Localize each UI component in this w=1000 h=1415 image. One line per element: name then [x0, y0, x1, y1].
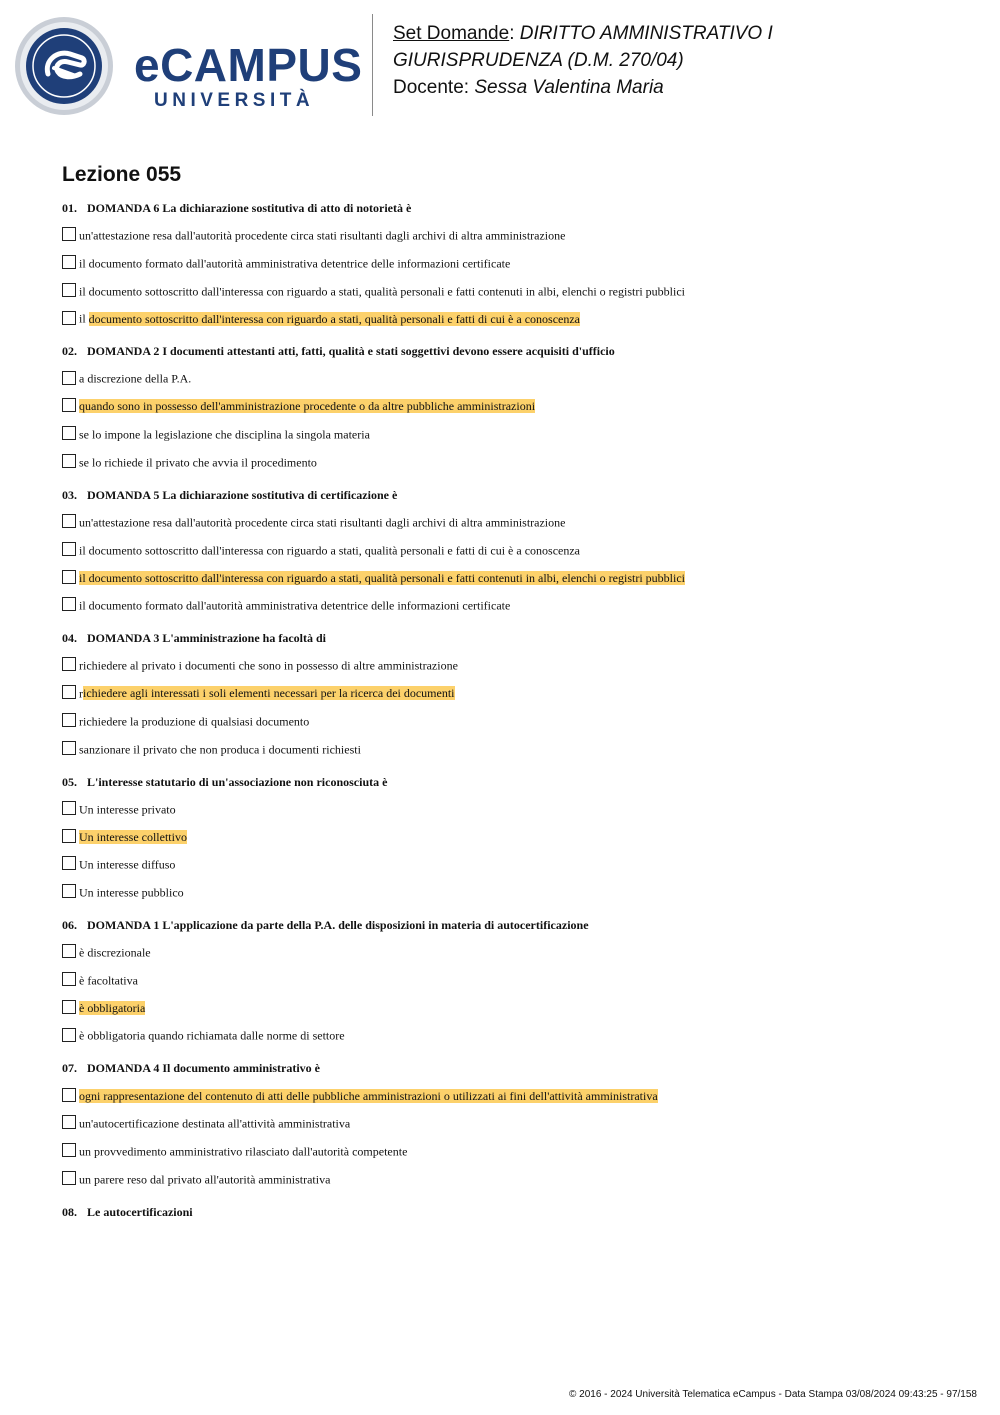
teacher-value: Sessa Valentina Maria — [474, 77, 664, 98]
answer-highlighted-text: il documento sottoscritto dall'interessa con riguardo a stati, qualità personali e fatti contenuti in albi, elenchi o registri pubblici — [79, 570, 685, 585]
question-label: DOMANDA 3 L'amministrazione ha facoltà di — [87, 631, 326, 646]
answer-checkbox[interactable] — [62, 255, 76, 269]
answer-checkbox[interactable] — [62, 944, 76, 958]
answer-text: Un interesse diffuso — [79, 857, 176, 872]
answer-option[interactable] — [62, 511, 962, 531]
answer-option[interactable] — [62, 539, 962, 559]
answer-text: richiedere la produzione di qualsiasi documento — [79, 714, 310, 729]
question-number: 04. — [62, 631, 77, 646]
answer-option[interactable] — [62, 280, 962, 300]
page-footer: © 2016 - 2024 Università Telematica eCampus - Data Stampa 03/08/2024 09:43:25 - 97/158 — [569, 1389, 977, 1400]
question-label: Le autocertificazioni — [87, 1204, 193, 1219]
answer-option[interactable] — [62, 252, 962, 272]
answer-text: il documento sottoscritto dall'interessa con riguardo a stati, qualità personali e fatti di cui è a conoscenza — [79, 542, 580, 557]
question-text — [62, 917, 962, 933]
answer-checkbox[interactable] — [62, 311, 76, 325]
logo-wordmark: eCAMPUS — [134, 39, 363, 91]
ecampus-seal-icon — [14, 16, 116, 116]
question-number: 07. — [62, 1061, 77, 1076]
header-divider — [372, 14, 373, 116]
question-label: DOMANDA 6 La dichiarazione sostitutiva di atto di notorietà è — [87, 201, 412, 215]
question-number: 06. — [62, 917, 77, 932]
set-value-line1: DIRITTO AMMINISTRATIVO I — [519, 23, 773, 44]
answer-highlighted-text: documento sottoscritto dall'interessa con riguardo a stati, qualità personali e fatti di cui è a conoscenza — [88, 311, 581, 326]
answer-checkbox[interactable] — [62, 542, 76, 556]
question-block — [62, 1060, 962, 1187]
answer-option[interactable] — [62, 997, 962, 1017]
answer-text: sanzionare il privato che non produca i documenti richiesti — [79, 741, 361, 756]
answer-checkbox[interactable] — [62, 283, 76, 297]
answer-checkbox[interactable] — [62, 972, 76, 986]
set-line-2 — [393, 47, 973, 74]
answer-option[interactable] — [62, 224, 962, 244]
answer-checkbox[interactable] — [62, 1028, 76, 1042]
answer-checkbox[interactable] — [62, 1143, 76, 1157]
question-number: 01. — [62, 201, 77, 215]
answer-highlighted-text: ogni rappresentazione del contenuto di atti delle pubbliche amministrazioni o utilizzati ai fini dell'attività amministrativa — [79, 1088, 658, 1103]
question-label: DOMANDA 5 La dichiarazione sostitutiva di certificazione è — [87, 487, 398, 502]
answer-text: richiedere al privato i documenti che sono in possesso di altre amministrazione — [79, 658, 458, 673]
answer-option[interactable] — [62, 423, 962, 443]
answer-option[interactable] — [62, 881, 962, 901]
teacher-line: Docente: Sessa Valentina Maria — [393, 77, 664, 98]
answer-checkbox[interactable] — [62, 741, 76, 755]
question-number: 05. — [62, 774, 77, 789]
answer-checkbox[interactable] — [62, 685, 76, 699]
answer-checkbox[interactable] — [62, 801, 76, 815]
answer-option[interactable] — [62, 969, 962, 989]
answer-text: è facoltativa — [79, 973, 138, 987]
question-block — [62, 343, 962, 470]
answer-option[interactable] — [62, 654, 962, 674]
answer-option[interactable] — [62, 798, 962, 818]
answer-option[interactable] — [62, 1140, 962, 1160]
answer-text: il documento formato dall'autorità amministrativa detentrice delle informazioni certificate — [79, 598, 511, 613]
question-list — [62, 160, 962, 1236]
answer-checkbox[interactable] — [62, 856, 76, 870]
answer-checkbox[interactable] — [62, 1000, 76, 1014]
answer-checkbox[interactable] — [62, 454, 76, 468]
answer-option[interactable] — [62, 1112, 962, 1132]
question-label: DOMANDA 4 Il documento amministrativo è — [87, 1061, 320, 1076]
answer-checkbox[interactable] — [62, 713, 76, 727]
answer-checkbox[interactable] — [62, 884, 76, 898]
question-label: DOMANDA 1 L'applicazione da parte della P.A. delle disposizioni in materia di autocertificazione — [87, 917, 589, 932]
question-text — [62, 774, 962, 790]
answer-text: un parere reso dal privato all'autorità amministrativa — [79, 1171, 331, 1186]
question-label: L'interesse statutario di un'associazione non riconosciuta è — [87, 774, 388, 789]
answer-text: il documento formato dall'autorità amministrativa detentrice delle informazioni certificate — [79, 256, 511, 271]
question-number: 03. — [62, 487, 77, 502]
set-label: Set Domande — [393, 23, 510, 44]
answer-checkbox[interactable] — [62, 570, 76, 584]
question-block — [62, 1204, 962, 1220]
question-text — [62, 1204, 962, 1220]
set-line-1: Set Domande: DIRITTO AMMINISTRATIVO I — [393, 23, 773, 44]
answer-option[interactable] — [62, 367, 962, 387]
question-block — [62, 774, 962, 901]
question-label: DOMANDA 2 I documenti attestanti atti, fatti, qualità e stati soggettivi devono essere acquisiti d'ufficio — [87, 344, 615, 359]
answer-option[interactable] — [62, 825, 962, 845]
lesson-title: Lezione 055 — [62, 163, 182, 186]
question-text — [62, 630, 962, 646]
answer-checkbox[interactable] — [62, 426, 76, 440]
answer-checkbox[interactable] — [62, 514, 76, 528]
logo-subtext: UNIVERSITÀ — [154, 90, 315, 111]
answer-text: è discrezionale — [79, 945, 151, 960]
answer-text: Un interesse privato — [79, 801, 176, 816]
question-text — [62, 487, 962, 503]
answer-checkbox[interactable] — [62, 398, 76, 412]
answer-option[interactable] — [62, 451, 962, 471]
answer-checkbox[interactable] — [62, 1171, 76, 1185]
answer-checkbox[interactable] — [62, 1088, 76, 1102]
question-block — [62, 487, 962, 614]
answer-option[interactable] — [62, 682, 962, 702]
ecampus-logo — [14, 16, 363, 116]
questions-container — [62, 200, 962, 1220]
answer-text: il — [79, 311, 89, 326]
question-block — [62, 630, 962, 757]
answer-text: un'autocertificazione destinata all'attività amministrativa — [79, 1116, 351, 1131]
answer-option[interactable] — [62, 566, 962, 586]
question-number: 02. — [62, 344, 77, 359]
answer-text: se lo richiede il privato che avvia il procedimento — [79, 455, 317, 470]
answer-text: a discrezione della P.A. — [79, 371, 192, 386]
answer-text: un'attestazione resa dall'autorità procedente circa stati risultanti dagli archivi di altra amministrazione — [79, 228, 566, 243]
answer-option[interactable] — [62, 853, 962, 873]
answer-option[interactable] — [62, 307, 962, 327]
answer-text: un'attestazione resa dall'autorità procedente circa stati risultanti dagli archivi di altra amministrazione — [79, 515, 566, 530]
question-text — [62, 343, 962, 359]
question-number: 08. — [62, 1204, 77, 1219]
answer-option[interactable] — [62, 738, 962, 758]
answer-text: Un interesse pubblico — [79, 885, 184, 900]
answer-option[interactable] — [62, 1084, 962, 1104]
answer-text: è obbligatoria quando richiamata dalle norme di settore — [79, 1028, 345, 1043]
answer-highlighted-text: Un interesse collettivo — [79, 829, 187, 844]
answer-highlighted-text: ichiedere agli interessati i soli elementi necessari per la ricerca dei documenti — [83, 686, 455, 701]
answer-text: un provvedimento amministrativo rilasciato dall'autorità competente — [79, 1144, 408, 1159]
answer-checkbox[interactable] — [62, 657, 76, 671]
question-block — [62, 917, 962, 1044]
answer-text: se lo impone la legislazione che disciplina la singola materia — [79, 427, 370, 442]
answer-option[interactable] — [62, 1168, 962, 1188]
page-header — [0, 0, 1000, 130]
set-info — [393, 20, 973, 101]
answer-option[interactable] — [62, 710, 962, 730]
answer-option[interactable] — [62, 1024, 962, 1044]
answer-text: r — [79, 686, 83, 701]
answer-checkbox[interactable] — [62, 597, 76, 611]
answer-option[interactable] — [62, 395, 962, 415]
answer-option[interactable] — [62, 594, 962, 614]
set-value-line2: GIURISPRUDENZA (D.M. 270/04) — [393, 50, 684, 71]
answer-checkbox[interactable] — [62, 829, 76, 843]
answer-highlighted-text: è obbligatoria — [79, 1000, 146, 1015]
question-text — [62, 1060, 962, 1076]
question-block — [62, 200, 962, 327]
answer-option[interactable] — [62, 941, 962, 961]
answer-text: il documento sottoscritto dall'interessa con riguardo a stati, qualità personali e fatti contenuti in albi, elenchi o registri pubblici — [79, 283, 685, 298]
answer-checkbox[interactable] — [62, 227, 76, 241]
answer-checkbox[interactable] — [62, 371, 76, 385]
answer-highlighted-text: quando sono in possesso dell'amministrazione procedente o da altre pubbliche amministrazioni — [79, 399, 536, 414]
teacher-label: Docente — [393, 77, 464, 98]
answer-checkbox[interactable] — [62, 1115, 76, 1129]
question-text — [62, 200, 962, 216]
